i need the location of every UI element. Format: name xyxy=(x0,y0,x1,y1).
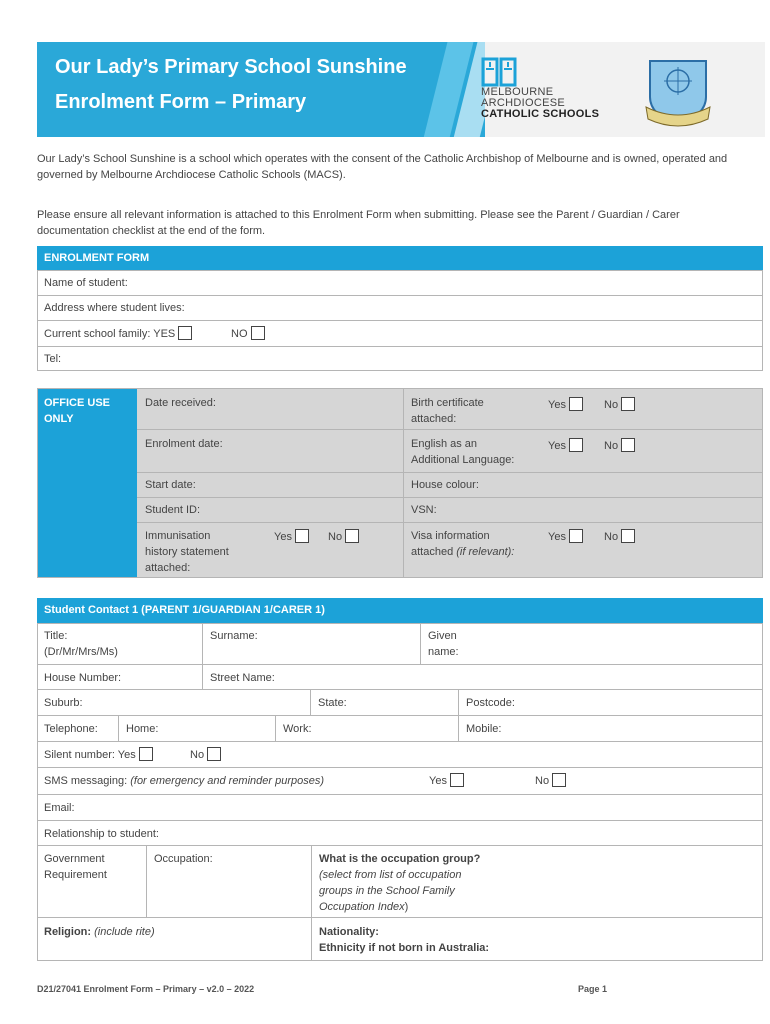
document-id: D21/27041 Enrolment Form – Primary – v2.0 – 2022 xyxy=(37,984,255,994)
given-name-field[interactable]: Given name: xyxy=(428,630,459,658)
date-received-field[interactable]: Date received: xyxy=(145,397,216,409)
birth-cert-no-checkbox[interactable] xyxy=(621,397,635,411)
religion-label: Religion: xyxy=(44,926,92,938)
form-title: Enrolment Form – Primary xyxy=(55,91,307,113)
current-family-yes-label: YES xyxy=(153,328,176,340)
immunisation-no-label: No xyxy=(328,531,343,543)
macs-line1: MELBOURNE xyxy=(481,86,554,98)
office-use-heading: OFFICE USE ONLY xyxy=(44,397,111,425)
school-title: Our Lady’s Primary School Sunshine xyxy=(55,56,407,78)
government-requirement-label: Government Requirement xyxy=(44,853,107,881)
enrolment-section-heading: ENROLMENT FORM xyxy=(37,246,763,270)
suburb-field[interactable]: Suburb: xyxy=(44,697,83,709)
silent-number-row xyxy=(44,747,153,763)
tel-field[interactable]: Tel: xyxy=(44,353,62,365)
student-name-field[interactable]: Name of student: xyxy=(44,277,128,289)
sms-note: (for emergency and reminder purposes) xyxy=(130,775,325,787)
student-address-field[interactable]: Address where student lives: xyxy=(44,302,185,314)
email-field[interactable]: Email: xyxy=(44,802,75,814)
sms-yes-checkbox[interactable] xyxy=(450,773,464,787)
macs-logo xyxy=(481,57,651,127)
immunisation-yes-checkbox[interactable] xyxy=(295,529,309,543)
documentation-paragraph: Please ensure all relevant information is attached to this Enrolment Form when submitting. Please see the Parent / Guardian / Carer documentation checklist at the end of the form. xyxy=(37,209,680,237)
work-phone-field[interactable]: Work: xyxy=(283,723,312,735)
title-banner xyxy=(37,42,485,137)
macs-line2: ARCHDIOCESE xyxy=(481,97,565,109)
immunisation-label: Immunisation history statement attached: xyxy=(145,530,229,574)
header xyxy=(37,42,765,137)
silent-yes-label: Yes xyxy=(117,749,136,761)
contact1-section-heading: Student Contact 1 (PARENT 1/GUARDIAN 1/CARER 1) xyxy=(37,598,763,623)
home-phone-field[interactable]: Home: xyxy=(126,723,159,735)
macs-line3: CATHOLIC SCHOOLS xyxy=(481,108,600,120)
sms-no-label: No xyxy=(535,775,550,787)
sms-label: SMS messaging: xyxy=(44,775,128,787)
occupation-group-field[interactable]: What is the occupation group? (select from list of occupation groups in the School Family Occupation Index) xyxy=(319,853,481,913)
current-family-row xyxy=(44,326,192,342)
current-family-no-label: NO xyxy=(231,328,248,340)
silent-no-label: No xyxy=(190,749,205,761)
macs-building-icon xyxy=(481,57,517,87)
sms-yes-label: Yes xyxy=(429,775,447,787)
occupation-field[interactable]: Occupation: xyxy=(154,853,213,865)
street-name-field[interactable]: Street Name: xyxy=(210,672,275,684)
birth-cert-yes-checkbox[interactable] xyxy=(569,397,583,411)
postcode-field[interactable]: Postcode: xyxy=(466,697,515,709)
silent-number-label: Silent number: xyxy=(44,749,115,761)
house-colour-field[interactable]: House colour: xyxy=(411,479,479,491)
religion-row[interactable] xyxy=(44,924,155,940)
mobile-field[interactable]: Mobile: xyxy=(466,723,502,735)
religion-note: (include rite) xyxy=(94,926,155,938)
page-number: Page 1 xyxy=(578,984,608,994)
visa-yes-label: Yes xyxy=(548,531,566,543)
current-family-yes-checkbox[interactable] xyxy=(178,326,192,340)
start-date-field[interactable]: Start date: xyxy=(145,479,196,491)
house-number-field[interactable]: House Number: xyxy=(44,672,122,684)
birth-cert-yes-label: Yes xyxy=(548,399,566,411)
eal-no-label: No xyxy=(604,440,619,452)
enrolment-date-field[interactable]: Enrolment date: xyxy=(145,438,223,450)
state-field[interactable]: State: xyxy=(318,697,347,709)
current-family-label: Current school family: xyxy=(44,328,151,340)
silent-no-checkbox[interactable] xyxy=(207,747,221,761)
eal-yes-checkbox[interactable] xyxy=(569,438,583,452)
visa-yes-checkbox[interactable] xyxy=(569,529,583,543)
silent-yes-checkbox[interactable] xyxy=(139,747,153,761)
visa-label: Visa information attached (if relevant): xyxy=(411,530,515,558)
vsn-field[interactable]: VSN: xyxy=(411,504,437,516)
eal-label: English as an Additional Language: xyxy=(411,438,515,466)
telephone-label: Telephone: xyxy=(44,723,98,735)
sms-row xyxy=(44,773,324,789)
birth-cert-no-label: No xyxy=(604,399,619,411)
student-id-field[interactable]: Student ID: xyxy=(145,504,201,516)
eal-no-checkbox[interactable] xyxy=(621,438,635,452)
current-family-no-checkbox[interactable] xyxy=(251,326,265,340)
sms-no-checkbox[interactable] xyxy=(552,773,566,787)
nationality-field[interactable]: Nationality: Ethnicity if not born in Australia: xyxy=(319,926,490,954)
visa-no-label: No xyxy=(604,531,619,543)
birth-certificate-label: Birth certificate attached: xyxy=(411,397,484,425)
eal-yes-label: Yes xyxy=(548,440,566,452)
visa-no-checkbox[interactable] xyxy=(621,529,635,543)
school-crest-icon xyxy=(642,57,714,131)
immunisation-yes-label: Yes xyxy=(274,531,292,543)
relationship-field[interactable]: Relationship to student: xyxy=(44,828,159,840)
surname-field[interactable]: Surname: xyxy=(210,630,258,642)
intro-paragraph: Our Lady’s School Sunshine is a school which operates with the consent of the Catholic Archbishop of Melbourne and is owned, operated and governed by Melbourne Archdiocese Catholic Schools (MACS). xyxy=(37,153,728,181)
immunisation-no-checkbox[interactable] xyxy=(345,529,359,543)
title-field[interactable]: Title: (Dr/Mr/Mrs/Ms) xyxy=(44,630,118,658)
